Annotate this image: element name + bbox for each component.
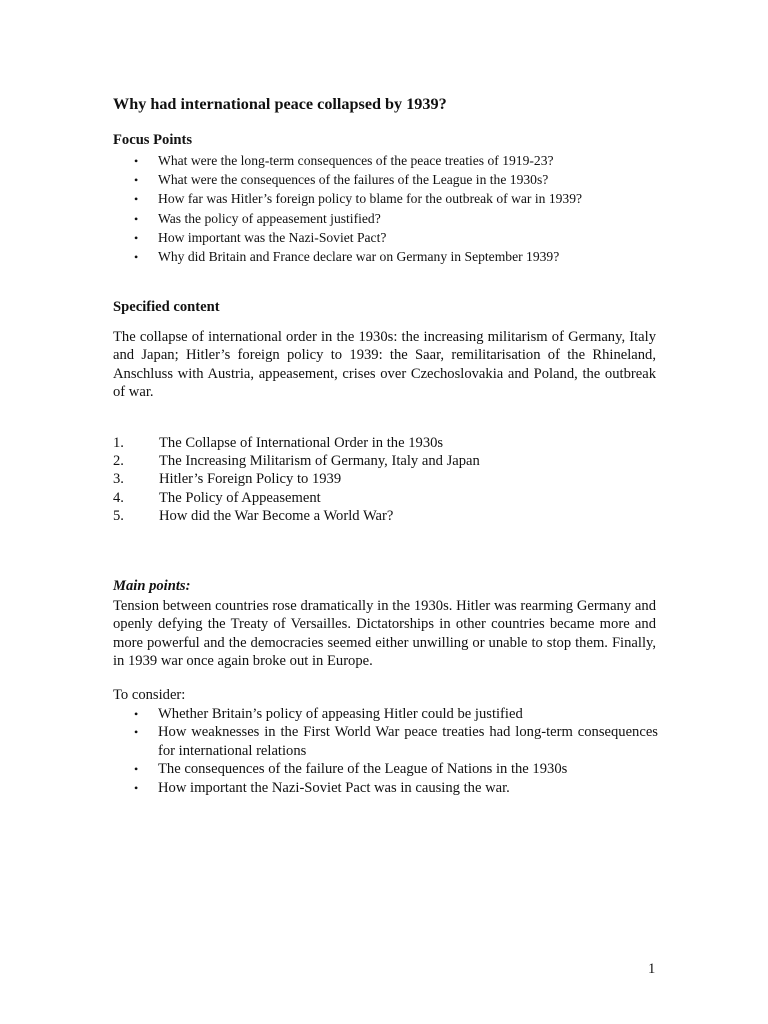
list-item: [113, 489, 480, 507]
focus-point-text: How important was the Nazi-Soviet Pact?: [158, 229, 387, 245]
consider-text: How important the Nazi-Soviet Pact was in causing the war.: [158, 779, 510, 796]
list-item: [113, 779, 658, 797]
specified-content-paragraph: The collapse of international order in the 1930s: the increasing militarism of Germany, Italy and Japan; Hitler’s foreign policy to 1939: the Saar, remilitarisation of the Rhineland, Anschluss with Austria, appeasement, crises over Czechoslovakia and Poland, the outbreak of war.: [113, 329, 656, 400]
consider-text: Whether Britain’s policy of appeasing Hitler could be justified: [158, 706, 523, 722]
bullet-icon: •: [134, 211, 139, 226]
list-number: 4.: [113, 489, 124, 506]
topic-text: The Collapse of International Order in the 1930s: [159, 435, 444, 451]
list-item: [113, 229, 658, 248]
bullet-icon: •: [134, 173, 139, 188]
focus-points-heading: Focus Points: [113, 132, 193, 148]
bullet-icon: •: [134, 725, 139, 740]
list-item: [113, 434, 480, 452]
consider-text: How weaknesses in the First World War peace treaties had long-term consequences for international relations: [158, 724, 658, 759]
specified-content-heading: Specified content: [113, 299, 220, 315]
bullet-icon: •: [134, 707, 139, 721]
focus-points-list: [113, 152, 658, 267]
page-title: Why had international peace collapsed by 1939?: [113, 95, 447, 113]
list-number: 2.: [113, 453, 124, 470]
list-number: 5.: [113, 507, 124, 524]
main-points-heading: Main points:: [113, 578, 191, 594]
focus-point-text: How far was Hitler’s foreign policy to blame for the outbreak of war in 1939?: [158, 191, 583, 207]
list-item: [113, 705, 658, 723]
focus-point-text: Why did Britain and France declare war on Germany in September 1939?: [158, 248, 560, 264]
main-points-paragraph: Tension between countries rose dramatically in the 1930s. Hitler was rearming Germany and openly defying the Treaty of Versailles. Dictatorships in other countries became more and more powerful and the democracies seemed either unwilling or unable to stop them. Finally, in 1939 war once again broke out in Europe.: [113, 598, 656, 669]
bullet-icon: •: [134, 192, 139, 207]
topic-text: Hitler’s Foreign Policy to 1939: [159, 471, 342, 488]
focus-point-text: What were the long-term consequences of the peace treaties of 1919-23?: [158, 153, 554, 168]
list-item: [113, 248, 658, 267]
list-item: [113, 171, 658, 190]
consider-text: The consequences of the failure of the League of Nations in the 1930s: [158, 761, 568, 778]
list-number: 3.: [113, 471, 124, 488]
list-item: [113, 723, 658, 760]
list-item: [113, 152, 658, 171]
list-item: [113, 470, 480, 488]
bullet-icon: •: [134, 154, 139, 168]
list-item: [113, 190, 658, 209]
list-item: [113, 452, 480, 470]
numbered-topic-list: [113, 434, 480, 525]
to-consider-list: [113, 705, 658, 797]
list-item: [113, 507, 480, 525]
list-item: [113, 760, 658, 778]
bullet-icon: •: [134, 249, 139, 264]
to-consider-label: To consider:: [113, 687, 186, 703]
bullet-icon: •: [134, 762, 139, 777]
focus-point-text: Was the policy of appeasement justified?: [158, 210, 381, 226]
topic-text: How did the War Become a World War?: [159, 507, 394, 524]
bullet-icon: •: [134, 780, 139, 795]
list-number: 1.: [113, 435, 124, 451]
list-item: [113, 210, 658, 229]
focus-point-text: What were the consequences of the failures of the League in the 1930s?: [158, 172, 549, 188]
page-number: 1: [648, 961, 656, 977]
bullet-icon: •: [134, 230, 139, 245]
topic-text: The Policy of Appeasement: [159, 489, 321, 506]
topic-text: The Increasing Militarism of Germany, Italy and Japan: [159, 453, 480, 470]
